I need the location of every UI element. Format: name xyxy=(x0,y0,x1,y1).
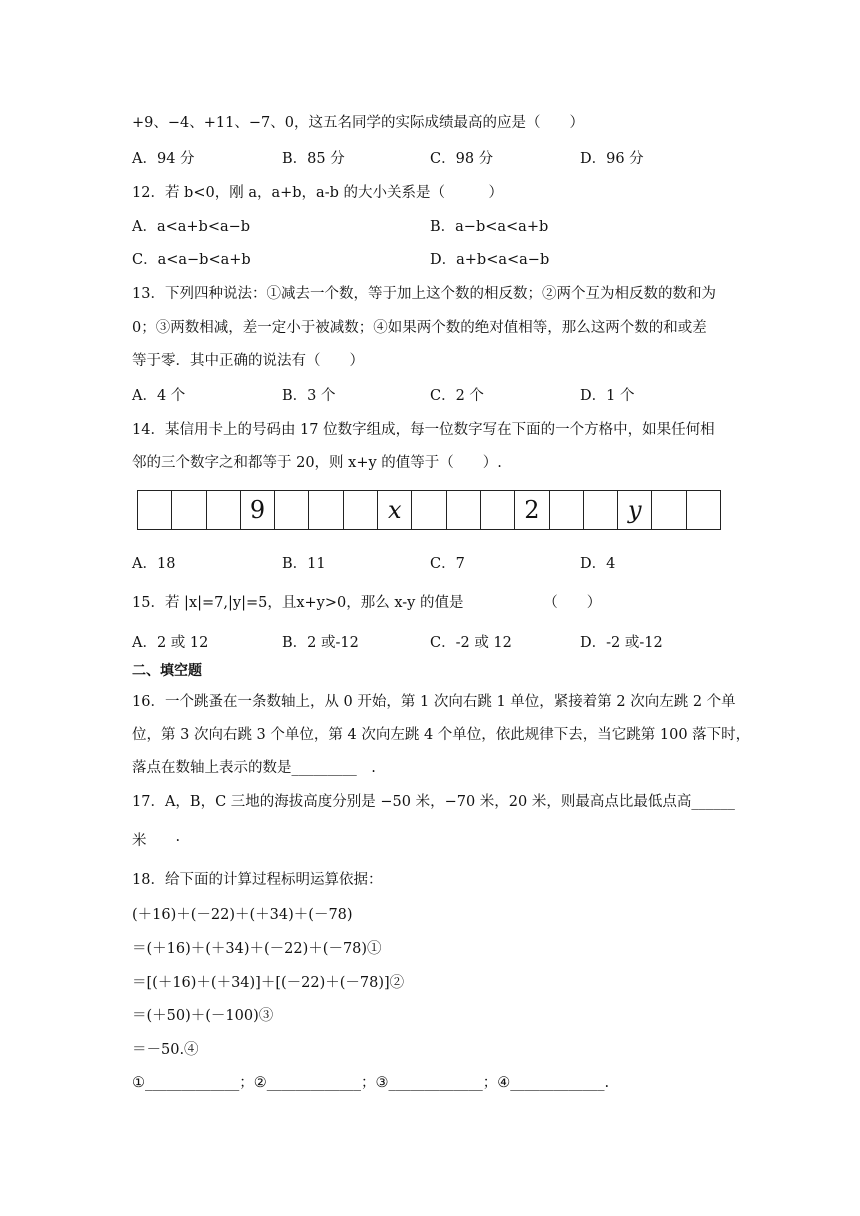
q18-line-3: ＝(＋16)＋(＋34)＋(－22)＋(－78)① xyxy=(132,941,382,957)
q15-option-a: A．2 或 12 xyxy=(132,635,209,651)
grid-cell xyxy=(309,491,343,529)
grid-cell xyxy=(652,491,686,529)
grid-cell xyxy=(138,491,172,529)
q12-option-c: C．a<a−b<a+b xyxy=(132,252,251,268)
q18-line-6: ＝－50.④ xyxy=(132,1042,199,1058)
q12-option-b: B．a−b<a<a+b xyxy=(430,219,549,235)
q15-option-d: D．-2 或-12 xyxy=(580,635,663,651)
q14-option-d: D．4 xyxy=(580,556,616,572)
grid-cell: y xyxy=(618,491,652,529)
q13-option-b: B．3 个 xyxy=(282,388,336,404)
q13-option-a: A．4 个 xyxy=(132,388,186,404)
grid-cell xyxy=(275,491,309,529)
q14-option-b: B．11 xyxy=(282,556,326,572)
grid-cell xyxy=(344,491,378,529)
q17-line-1: 17．A，B，C 三地的海拔高度分别是 −50 米，−70 米，20 米，则最高点比最低点高______ xyxy=(132,794,735,810)
q14-option-a: A．18 xyxy=(132,556,176,572)
q15-option-c: C．-2 或 12 xyxy=(430,635,512,651)
q15-stem: 15．若 |x|=7,|y|=5，且x+y>0，那么 x-y 的值是 （ ） xyxy=(132,595,602,611)
grid-cell: 2 xyxy=(515,491,549,529)
q14-line-1: 14．某信用卡上的号码由 17 位数字组成，每一位数字写在下面的一个方格中，如果任何相 xyxy=(132,422,715,438)
q17-line-2: 米 · xyxy=(132,833,181,849)
q18-line-2: (＋16)＋(－22)＋(＋34)＋(－78) xyxy=(132,907,353,923)
q18-line-5: ＝(＋50)＋(－100)③ xyxy=(132,1008,274,1024)
q14-line-2: 邻的三个数字之和都等于 20，则 x+y 的值等于（ ）. xyxy=(132,455,502,471)
q13-option-c: C．2 个 xyxy=(430,388,484,404)
q13-line-1: 13．下列四种说法：①减去一个数，等于加上这个数的相反数；②两个互为相反数的数和为 xyxy=(132,286,716,302)
q13-line-3: 等于零．其中正确的说法有（ ） xyxy=(132,353,364,369)
q11-option-b: B．85 分 xyxy=(282,151,345,167)
grid-cell xyxy=(447,491,481,529)
grid-cell xyxy=(550,491,584,529)
q11-option-d: D．96 分 xyxy=(580,151,644,167)
q11-option-a: A．94 分 xyxy=(132,151,195,167)
grid-cell: x xyxy=(378,491,412,529)
grid-cell: 9 xyxy=(241,491,275,529)
q12-option-d: D．a+b<a<a−b xyxy=(430,252,550,268)
q18-line-1: 18．给下面的计算过程标明运算依据： xyxy=(132,872,383,888)
q13-line-2: 0；③两数相减，差一定小于被减数；④如果两个数的绝对值相等，那么这两个数的和或差 xyxy=(132,320,707,336)
q16-line-2: 位，第 3 次向右跳 3 个单位，第 4 次向左跳 4 个单位，依此规律下去，当它跳第 100 落下时， xyxy=(132,727,751,743)
q18-line-4: ＝[(＋16)＋(＋34)]＋[(－22)＋(－78)]② xyxy=(132,975,405,991)
grid-cell xyxy=(687,491,720,529)
q12-option-a: A．a<a+b<a−b xyxy=(132,219,251,235)
grid-cell xyxy=(172,491,206,529)
grid-cell xyxy=(207,491,241,529)
q18-answer-blanks: ①_____________；②_____________；③_____________；④_____________. xyxy=(132,1075,610,1091)
q11-option-c: C．98 分 xyxy=(430,151,494,167)
grid-cell xyxy=(412,491,446,529)
q16-line-1: 16．一个跳蚤在一条数轴上，从 0 开始，第 1 次向右跳 1 单位，紧接着第 2 次向左跳 2 个单 xyxy=(132,694,736,710)
grid-cell xyxy=(481,491,515,529)
q12-stem: 12．若 b<0，刚 a，a+b，a-b 的大小关系是（ ） xyxy=(132,185,503,201)
card-number-grid xyxy=(137,490,721,530)
q14-option-c: C．7 xyxy=(430,556,465,572)
q16-line-3: 落点在数轴上表示的数是_________ . xyxy=(132,760,376,776)
section-title: 二、填空题 xyxy=(132,663,202,679)
q11-stem: +9、−4、+11、−7、0，这五名同学的实际成绩最高的应是（ ） xyxy=(132,115,584,131)
q13-option-d: D．1 个 xyxy=(580,388,635,404)
q15-option-b: B．2 或-12 xyxy=(282,635,359,651)
grid-cell xyxy=(584,491,618,529)
